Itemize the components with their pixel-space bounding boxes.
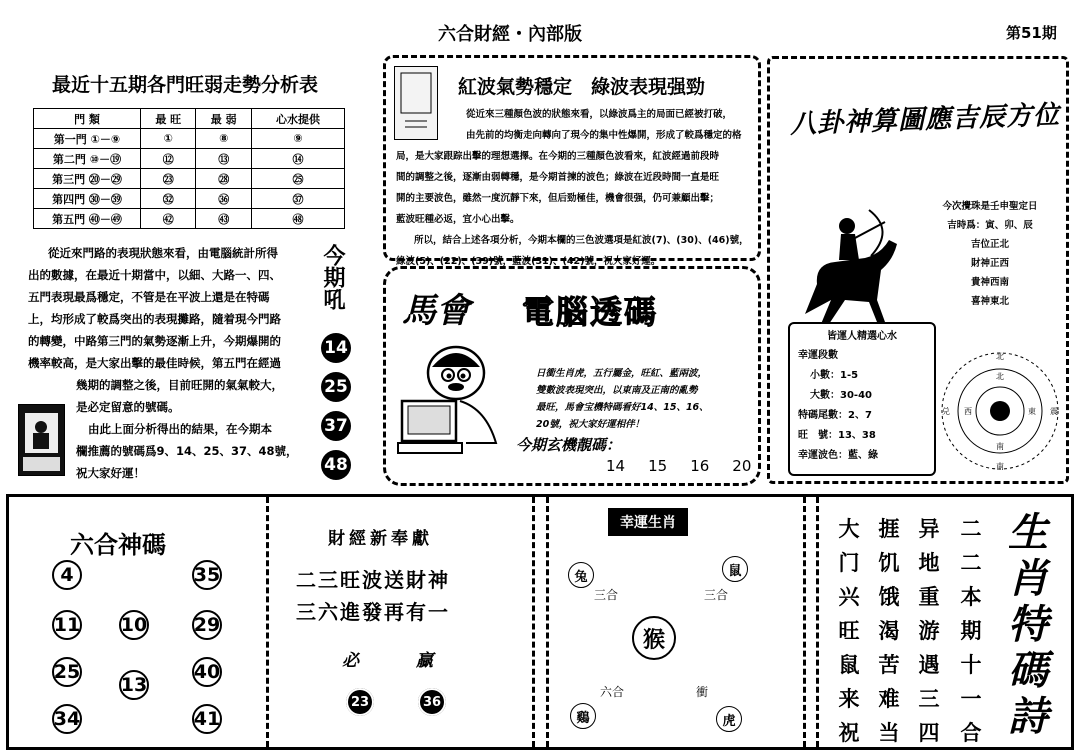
gate-analysis-table — [33, 108, 345, 229]
shout-number-ball: 14 — [321, 333, 351, 363]
analysis-line: 機率較高，是大家出擊的最佳時候，第五門在經過 — [28, 356, 281, 370]
zodiac-label: 六合 — [600, 685, 625, 699]
row-label: 第四門 ㉚－㊴ — [34, 189, 141, 209]
divider — [266, 497, 269, 747]
liuhe-number: 4 — [52, 560, 82, 590]
analysis-line: 欄推薦的號碼爲9、14、25、37、48號， — [76, 444, 298, 458]
svg-text:南: 南 — [996, 462, 1004, 471]
computer-box-brand: 馬會 — [402, 291, 470, 331]
lucky-zodiac-title: 幸運生肖 — [608, 508, 688, 536]
analysis-line: 從近來門路的表現狀態來看，由電腦統計所得 — [48, 246, 278, 260]
svg-text:兑: 兑 — [942, 407, 950, 416]
table-row — [34, 209, 345, 229]
fortune-label: 大數： — [810, 390, 840, 401]
bagua-compass-icon — [938, 349, 1062, 473]
fortune-line — [798, 446, 934, 466]
column-header: 心水提供 — [251, 109, 344, 129]
poem-column: 异地重游遇三四 — [918, 516, 940, 745]
table-row — [34, 149, 345, 169]
computer-box-title: 電腦透碼 — [522, 293, 659, 331]
column-header: 最 弱 — [196, 109, 251, 129]
publication-title: 六合財經・內部版 — [438, 24, 582, 45]
deity-info-line: 喜神東北 — [970, 296, 1009, 307]
column-header: 最 旺 — [141, 109, 196, 129]
shout-number-ball: 25 — [321, 372, 351, 402]
fortune-label: 特碼尾數： — [798, 410, 848, 421]
issue-number: 第51期 — [1006, 24, 1057, 42]
wave-line: 間的調整之後，逐漸由弱轉穩，是今期首揀的波色；綠波在近段時間一直是旺 — [396, 172, 720, 183]
liuhe-number: 35 — [192, 560, 222, 590]
svg-text:北: 北 — [996, 372, 1004, 381]
poem-column: 大门兴旺鼠来祝 — [838, 516, 860, 745]
horse-archer-icon — [785, 204, 905, 334]
finance-box — [272, 500, 528, 744]
fortune-label: 旺 號： — [798, 430, 838, 441]
fortune-title: 皆運人精選心水 — [827, 331, 897, 342]
deity-info-line: 貴神西南 — [970, 277, 1009, 288]
wave-line: 開的主要波色，雖然一度沉靜下來，但后勁極佳，機會很强，仍可兼顧出擊； — [396, 193, 720, 204]
analysis-line: 的轉變，中路第三門的氣勢逐漸上升，今期爆開的 — [28, 334, 281, 348]
fortune-label: 幸運段數 — [798, 350, 838, 361]
zodiac-tr: 鼠 — [722, 556, 748, 582]
wave-box-body — [396, 104, 752, 272]
computer-text-line: 20號，祝大家好運相伴！ — [536, 419, 645, 430]
poem-column: 二二本期十一合 — [960, 516, 982, 745]
computer-cartoon-icon — [396, 339, 516, 459]
analysis-line: 出的數據，在最近十期當中，以細、大路一、四、 — [28, 268, 281, 282]
finance-ying: 贏 — [416, 651, 433, 671]
shout-number-ball: 37 — [321, 411, 351, 441]
computer-box — [383, 266, 761, 486]
svg-text:北: 北 — [996, 352, 1004, 361]
cell-strong: ⑫ — [141, 149, 196, 169]
liuhe-number: 13 — [119, 670, 149, 700]
cell-weak: ⑧ — [196, 129, 251, 149]
finance-ball: 36 — [418, 688, 446, 716]
fortune-line — [798, 386, 934, 406]
deity-info-line: 財神正西 — [970, 258, 1009, 269]
row-label: 第一門 ①－⑨ — [34, 129, 141, 149]
liuhe-number: 25 — [52, 657, 82, 687]
analysis-line: 祝大家好運！ — [76, 466, 145, 480]
row-label: 第二門 ⑩－⑲ — [34, 149, 141, 169]
zodiac-br: 虎 — [716, 706, 742, 732]
finance-line: 三六進發再有一 — [296, 600, 450, 624]
computer-number: 16 — [690, 457, 710, 475]
row-label: 第五門 ㊵－㊾ — [34, 209, 141, 229]
wave-line: 局，是大家跟踪出擊的理想選擇。在今期的三種顏色波看來，紅波經過前段時 — [396, 151, 720, 162]
cell-strong: ㊷ — [141, 209, 196, 229]
portrait-icon — [19, 405, 64, 475]
wave-line: 由先前的均衡走向轉向了現今的集中性爆開，形成了較爲穩定的格 — [466, 130, 742, 141]
zodiac-label: 衝 — [696, 685, 709, 699]
cell-tip: ㉕ — [251, 169, 344, 189]
divider — [816, 497, 819, 747]
liuhe-number: 41 — [192, 704, 222, 734]
analysis-line: 五門表現最爲穩定，不管是在平波上還是在特碼 — [28, 290, 270, 304]
liuhe-number: 10 — [119, 610, 149, 640]
wave-line: 所以，結合上述各項分析，今期本欄的三色波選項是紅波(7)、(30)、(46)號， — [414, 235, 749, 246]
fortune-line — [798, 406, 934, 426]
deity-portrait-image — [18, 404, 65, 476]
fortune-value: 1-5 — [840, 370, 859, 381]
cell-weak: ㉘ — [196, 169, 251, 189]
fortune-label: 小數： — [810, 370, 840, 381]
analysis-line: 是必定留意的號碼。 — [76, 400, 180, 414]
zodiac-center: 猴 — [632, 616, 676, 660]
computer-box-text — [536, 365, 756, 433]
table-row — [34, 129, 345, 149]
wave-line: 藍波旺種必返，宜小心出擊。 — [396, 214, 520, 225]
fortune-label: 幸運波色： — [798, 450, 848, 461]
cell-strong: ㉜ — [141, 189, 196, 209]
computer-text-line: 最旺，馬會宝機特碼看好14、15、16、 — [536, 402, 709, 413]
fortune-value: 13、38 — [838, 430, 876, 441]
svg-text:東: 東 — [1028, 407, 1036, 416]
fortune-panel — [788, 322, 936, 476]
wave-box-title: 紅波氣勢穩定 綠波表現强勁 — [458, 76, 706, 98]
cell-weak: ⑬ — [196, 149, 251, 169]
cell-tip: ㊲ — [251, 189, 344, 209]
wave-line: 從近來三種顏色波的狀態來看，以綠波爲主的局面已經被打破， — [466, 109, 733, 120]
finance-title: 財經新奉獻 — [328, 529, 433, 549]
divider — [532, 497, 535, 747]
cell-strong: ㉓ — [141, 169, 196, 189]
divider — [803, 497, 806, 747]
computer-text-line: 雙數波表現突出，以東南及正南的亂勢 — [536, 385, 698, 396]
fortune-line — [798, 366, 934, 386]
cell-weak: ㊱ — [196, 189, 251, 209]
fortune-value: 2、7 — [848, 410, 872, 421]
svg-text:西: 西 — [964, 407, 972, 416]
svg-text:震: 震 — [1050, 407, 1058, 416]
zodiac-bl: 鷄 — [570, 703, 596, 729]
analysis-line: 上，均形成了較爲突出的表現攤路，隨着現今門路 — [28, 312, 281, 326]
poem-column: 捱饥饿渴苦难当 — [878, 516, 900, 745]
computer-number: 20 — [732, 457, 752, 475]
wave-analysis-box — [383, 55, 761, 267]
poem-title: 生肖特碼詩 — [1008, 509, 1048, 740]
zodiac-label: 三合 — [594, 588, 619, 602]
table-header-row — [34, 109, 345, 129]
svg-text:南: 南 — [996, 442, 1004, 451]
analysis-line: 由此上面分析得出的結果，在今期本 — [88, 422, 272, 436]
finance-bi: 必 — [342, 651, 359, 671]
computer-number: 14 — [606, 457, 626, 475]
deity-box — [767, 56, 1069, 484]
liuhe-number: 34 — [52, 704, 82, 734]
analysis-text — [28, 242, 318, 484]
finance-line: 二三旺波送財神 — [296, 568, 450, 592]
cell-tip: ⑨ — [251, 129, 344, 149]
zodiac-tl: 兔 — [568, 562, 594, 588]
deity-info-line: 吉時爲：寅、卯、辰 — [947, 220, 1033, 231]
analysis-line: 幾期的調整之後，目前旺開的氣氣較大， — [76, 378, 283, 392]
wave-line: 綠波(5)、(22)、(39)號，藍波(31)、(42)號，祝大家好運。 — [396, 256, 661, 267]
liuhe-number: 11 — [52, 610, 82, 640]
lucky-zodiac-box — [552, 500, 798, 744]
fortune-value: 30-40 — [840, 390, 872, 401]
computer-numbers — [606, 457, 751, 475]
table-title: 最近十五期各門旺弱走勢分析表 — [52, 74, 319, 96]
liuhe-number: 40 — [192, 657, 222, 687]
deity-box-title: 八卦神算圖應吉辰方位 — [789, 100, 1061, 140]
table-row — [34, 189, 345, 209]
fortune-line — [798, 346, 934, 366]
shout-number-ball: 48 — [321, 450, 351, 480]
liuhe-title: 六合神碼 — [70, 531, 166, 559]
deity-info-line: 今次攪珠是壬申聖定日 — [942, 201, 1038, 212]
fortune-value: 藍、綠 — [848, 450, 878, 461]
cell-tip: ㊽ — [251, 209, 344, 229]
column-header: 門 類 — [34, 109, 141, 129]
deity-info — [920, 197, 1060, 311]
finance-ball: 23 — [346, 688, 374, 716]
computer-box-label: 今期玄機靚碼： — [516, 436, 622, 454]
divider — [546, 497, 549, 747]
computer-text-line: 日衝生肖虎，五行屬金，旺紅、藍兩波， — [536, 368, 708, 379]
row-label: 第三門 ⑳－㉙ — [34, 169, 141, 189]
fortune-line — [798, 426, 934, 446]
deity-info-line: 吉位正北 — [970, 239, 1009, 250]
zodiac-label: 三合 — [704, 588, 729, 602]
table-row — [34, 169, 345, 189]
computer-number: 15 — [648, 457, 668, 475]
shout-label: 今期吼 — [320, 244, 346, 310]
liuhe-box — [12, 500, 264, 744]
cell-tip: ⑭ — [251, 149, 344, 169]
liuhe-number: 29 — [192, 610, 222, 640]
cell-weak: ㊸ — [196, 209, 251, 229]
cell-strong: ① — [141, 129, 196, 149]
